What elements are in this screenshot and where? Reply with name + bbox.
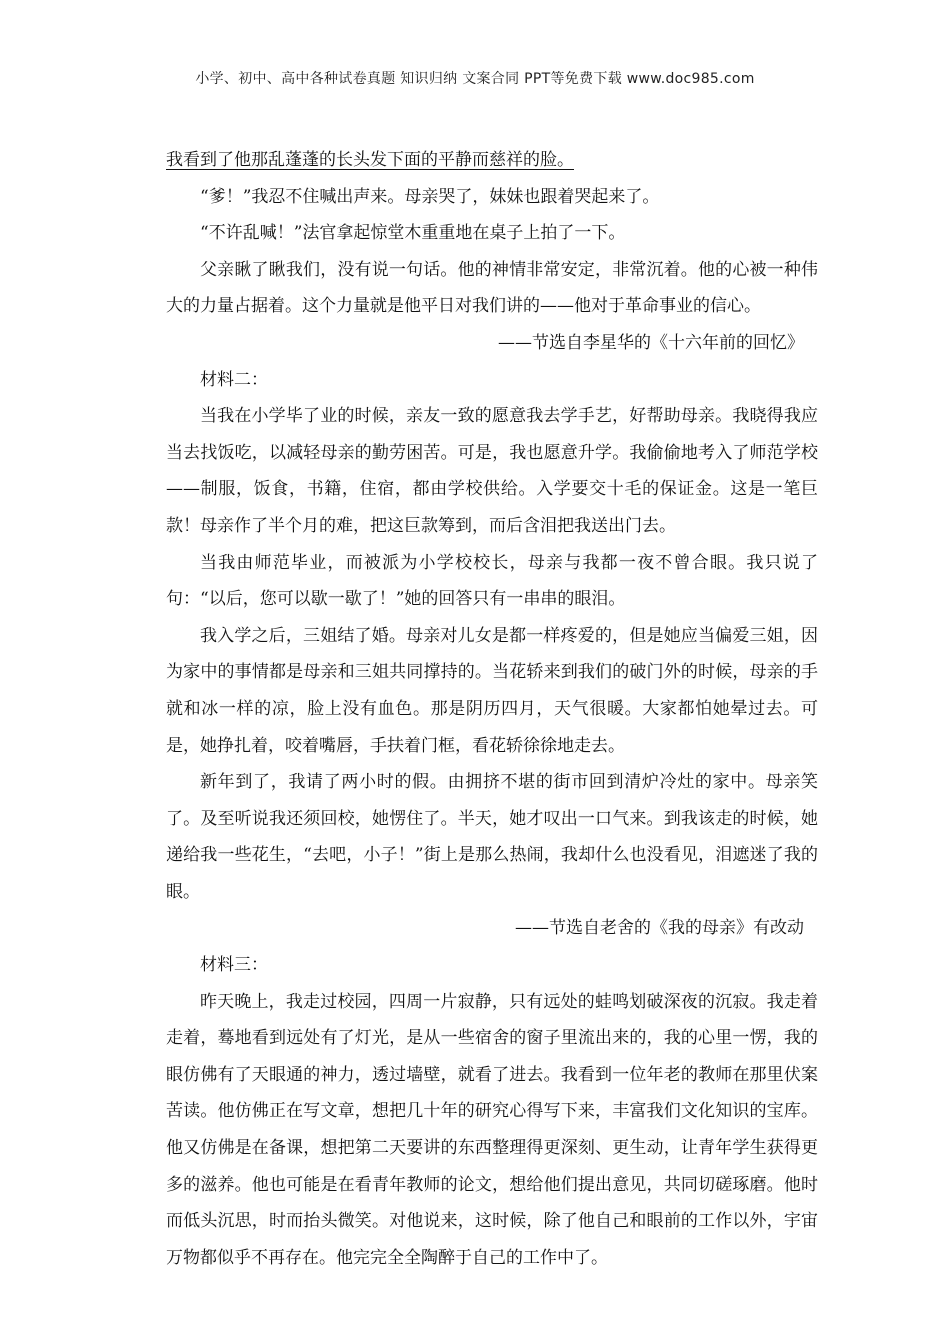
material2-source: ——节选自老舍的《我的母亲》有改动 <box>515 918 804 939</box>
material1-source: ——节选自李星华的《十六年前的回忆》 <box>498 332 804 353</box>
material3-paragraph: 昨天晚上，我走过校园，四周一片寂静，只有远处的蛙鸣划破深夜的沉寂。我走着走着，蓦地看到远处有了灯光，是从一些宿舍的窗子里流出来的，我的心里一愣，我的眼仿佛有了天眼通的神力，透过墙壁，就看了进去。我看到一位年老的教师在那里伏案苦读。他仿佛正在写文章，想把几十年的研究心得写下来，丰富我们文化知识的宝库。他又仿佛是在备课，想把第二天要讲的东西整理得更深刻、更生动，让青年学生获得更多的滋养。他也可能是在看青年教师的论文，想给他们提出意见，共同切磋琢磨。他时而低头沉思，时而抬头微笑。对他说来，这时候，除了他自己和眼前的工作以外，宇宙万物都似乎不再存在。他完完全全陶醉于自己的工作中了。 <box>166 991 818 1268</box>
material2-paragraph: 当我在小学毕了业的时候，亲友一致的愿意我去学手艺，好帮助母亲。我晓得我应当去找饭吃，以减轻母亲的勤劳困苦。可是，我也愿意升学。我偷偷地考入了师范学校——制服，饭食，书籍，住宿，都由学校供给。入学要交十毛的保证金。这是一笔巨款！母亲作了半个月的难，把这巨款筹到，而后含泪把我送出门去。 <box>166 406 818 536</box>
material3-heading: 材料三： <box>200 955 268 976</box>
material2-paragraph: 我入学之后，三姐结了婚。母亲对儿女是都一样疼爱的，但是她应当偏爱三姐，因为家中的事情都是母亲和三姐共同撑持的。当花轿来到我们的破门外的时候，母亲的手就和冰一样的凉，脸上没有血色。那是阴历四月，天气很暖。大家都怕她晕过去。可是，她挣扎着，咬着嘴唇，手扶着门框，看花轿徐徐地走去。 <box>166 625 818 756</box>
material2-paragraph: 新年到了，我请了两小时的假。由拥挤不堪的街市回到清炉冷灶的家中。母亲笑了。及至听说我还须回校，她愣住了。半天，她才叹出一口气来。到我该走的时候，她递给我一些花生，“去吧，小子！”街上是那么热闹，我却什么也没看见，泪遮迷了我的眼。 <box>166 772 818 902</box>
document-body <box>166 142 818 1276</box>
material1-paragraph: 父亲瞅了瞅我们，没有说一句话。他的神情非常安定，非常沉着。他的心被一种伟大的力量占据着。这个力量就是他平日对我们讲的——他对于革命事业的信心。 <box>166 259 818 317</box>
underlined-sentence: 我看到了他那乱蓬蓬的长头发下面的平静而慈祥的脸。 <box>166 150 574 170</box>
page-header: 小学、初中、高中各种试卷真题 知识归纳 文案合同 PPT等免费下载 www.doc985.com <box>195 71 755 87</box>
material1-paragraph: “不许乱喊！”法官拿起惊堂木重重地在桌子上拍了一下。 <box>200 223 626 244</box>
material2-paragraph: 当我由师范毕业，而被派为小学校校长，母亲与我都一夜不曾合眼。我只说了句：“以后，您可以歇一歇了！”她的回答只有一串串的眼泪。 <box>166 552 818 610</box>
material1-paragraph: “爹！”我忍不住喊出声来。母亲哭了，妹妹也跟着哭起来了。 <box>200 186 660 207</box>
material2-heading: 材料二： <box>200 369 268 390</box>
